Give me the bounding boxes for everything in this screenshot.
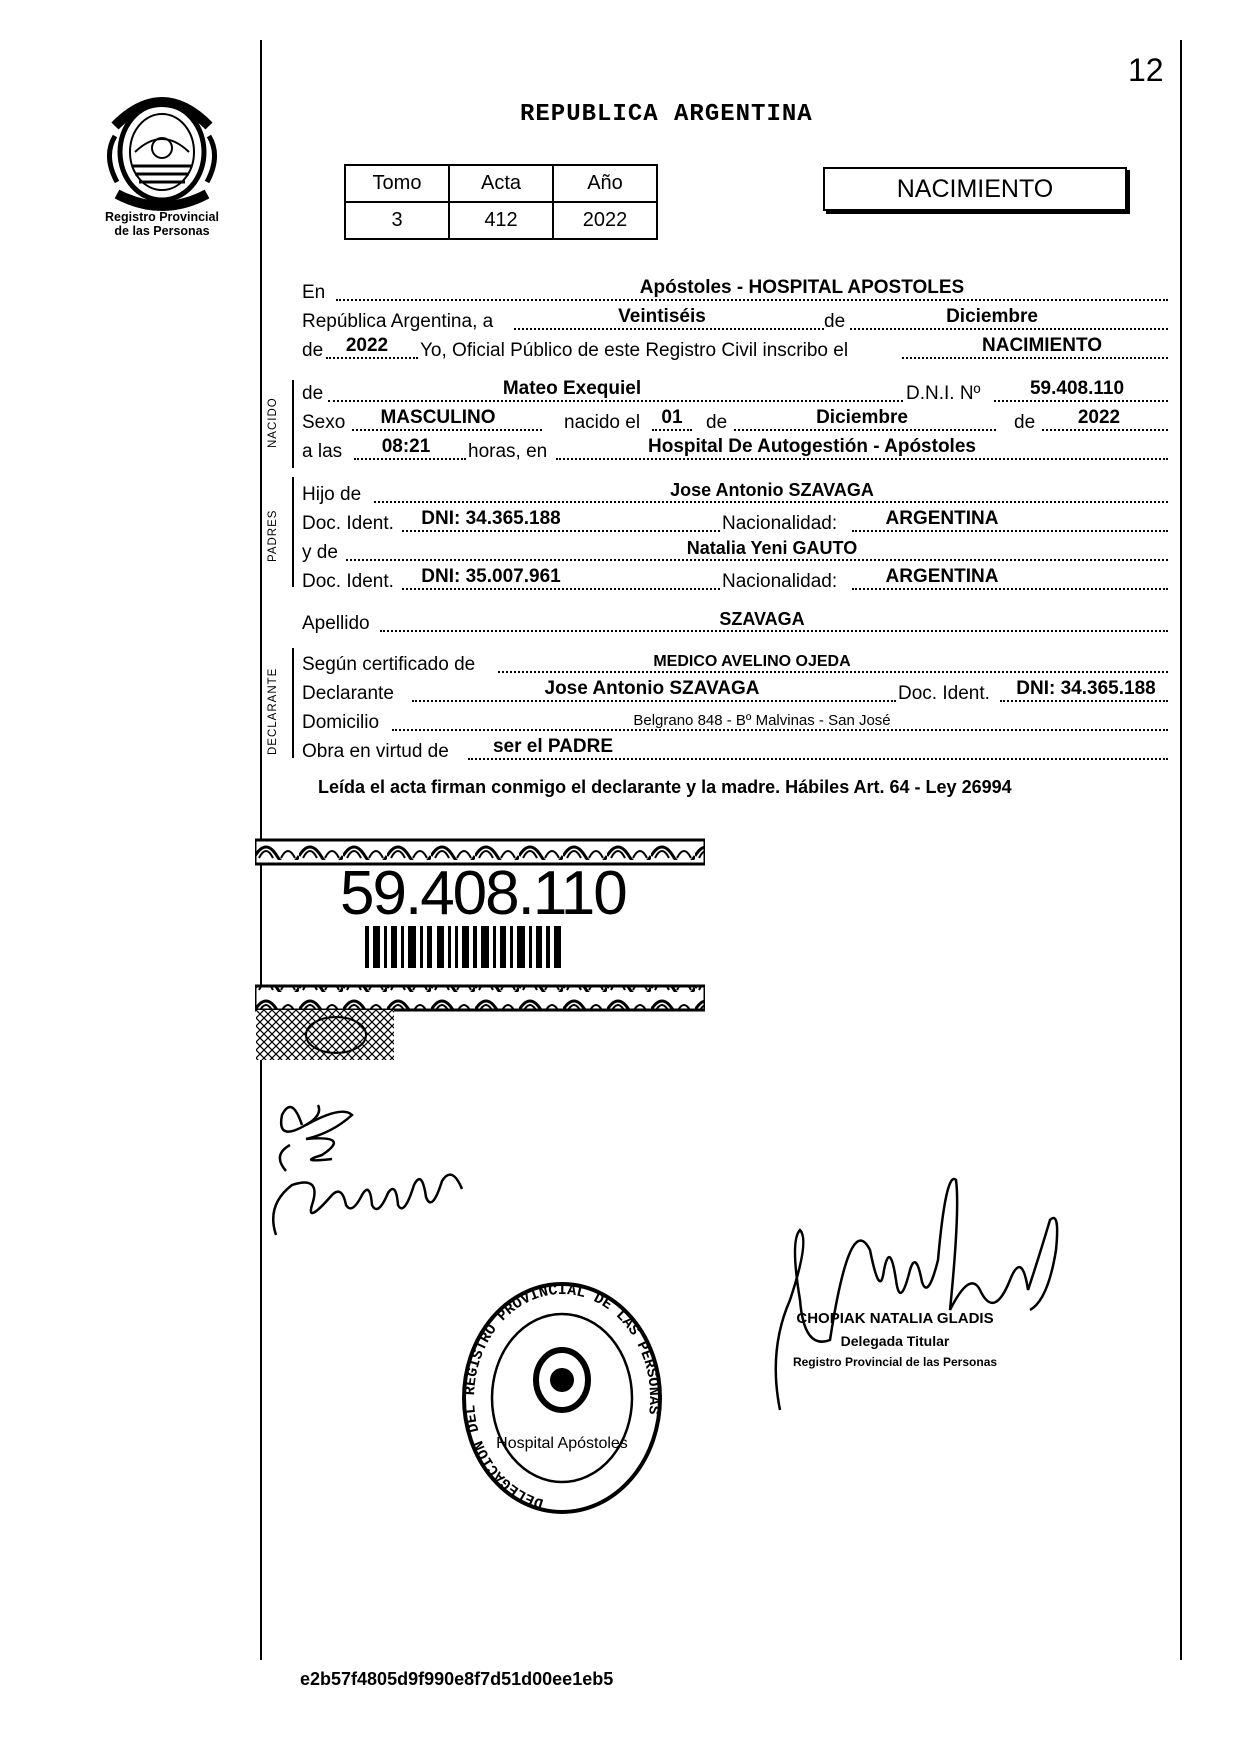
acta-value: 412 [449, 202, 553, 239]
signer-name: CHOPIAK NATALIA GLADIS [796, 1310, 994, 1327]
value-anio-nac: 2022 [1077, 407, 1121, 428]
label-de: de [824, 311, 846, 332]
value-lugar-nac: Hospital De Autogestión - Apóstoles [648, 436, 976, 457]
dotted-leader [852, 588, 1168, 590]
value-padre-doc: DNI: 34.365.188 [421, 508, 561, 529]
field-row-madre [302, 536, 1168, 566]
registry-org-name: Registro Provincial de las Personas [105, 210, 219, 238]
section-label-declarante: DECLARANTE [267, 667, 279, 755]
label-de2: de [302, 340, 324, 361]
value-mes: Diciembre [946, 306, 1038, 327]
label-declarante: Declarante [302, 683, 394, 704]
registry-table [344, 164, 658, 240]
value-apellido: SZAVAGA [719, 609, 805, 629]
dotted-leader [392, 729, 1168, 731]
label-doc-ident: Doc. Ident. [302, 513, 394, 534]
value-madre: Natalia Yeni GAUTO [686, 538, 858, 558]
label-doc-ident: Doc. Ident. [302, 571, 394, 592]
field-row-apellido [302, 607, 1168, 637]
document-hash: e2b57f4805d9f990e8f7d51d00ee1eb5 [300, 1669, 614, 1689]
dotted-leader [514, 328, 824, 330]
document-title: REPUBLICA ARGENTINA [520, 101, 813, 128]
col-header-tomo: Tomo [345, 165, 449, 202]
dotted-leader [734, 429, 996, 431]
label-y-de: y de [302, 542, 338, 563]
label-a-las: a las [302, 441, 343, 462]
label-horas-en: horas, en [468, 441, 548, 462]
dotted-leader [352, 429, 542, 431]
field-row-domicilio [302, 706, 1168, 736]
field-row-sexo [302, 406, 1168, 436]
label-apellido: Apellido [302, 613, 370, 634]
value-obra: ser el PADRE [492, 736, 614, 757]
label-de-nombre: de [302, 383, 324, 404]
declarante-section-bar [292, 648, 294, 758]
field-row-obra [302, 735, 1168, 765]
value-anio: 2022 [345, 335, 389, 356]
value-madre-doc: DNI: 35.007.961 [421, 566, 561, 587]
field-row-padre-doc [302, 507, 1168, 537]
section-label-nacido: NACIDO [267, 397, 279, 448]
field-row-fecha [302, 305, 1168, 335]
registrar-signature [760, 1150, 1080, 1430]
dotted-leader [652, 429, 692, 431]
label-hijo-de: Hijo de [302, 484, 362, 505]
signer-block [775, 1310, 1015, 1369]
nacido-section-bar [292, 380, 294, 468]
value-lugar: Apóstoles - HOSPITAL APOSTOLES [639, 277, 965, 298]
value-sexo: MASCULINO [380, 407, 496, 428]
dotted-leader [850, 328, 1168, 330]
record-type-box: NACIMIENTO [823, 167, 1127, 211]
dotted-leader [354, 458, 466, 460]
dni-banner-number: 59.408.110 [340, 859, 626, 928]
closing-note: Leída el acta firman conmigo el declarante y la madre. Hábiles Art. 64 - Ley 26994 [318, 777, 1012, 797]
security-hatch-pattern [256, 1010, 394, 1060]
dotted-leader [380, 630, 1168, 632]
field-row-hora [302, 435, 1168, 465]
label-yo: Yo, Oficial Público de este Registro Civil inscribo el [420, 340, 849, 361]
right-margin-line [1180, 40, 1182, 1660]
col-header-anio: Año [553, 165, 657, 202]
value-nombre: Mateo Exequiel [502, 378, 642, 399]
dotted-leader [326, 357, 418, 359]
anio-value: 2022 [553, 202, 657, 239]
value-acto: NACIMIENTO [982, 335, 1102, 356]
label-obra: Obra en virtud de [302, 741, 449, 762]
field-row-acto [302, 334, 1168, 364]
dotted-leader [556, 458, 1168, 460]
field-row-padre [302, 478, 1168, 508]
dotted-leader [374, 501, 1168, 503]
official-seal-stamp [460, 1280, 665, 1525]
value-certificado: MEDICO AVELINO OJEDA [653, 653, 851, 670]
value-padre-nac: ARGENTINA [885, 508, 999, 529]
dotted-leader [402, 530, 720, 532]
label-segun: Según certificado de [302, 654, 476, 675]
svg-text:Hospital Apóstoles: Hospital Apóstoles [496, 1435, 628, 1452]
value-hora: 08:21 [381, 436, 431, 457]
field-row-nombre [302, 377, 1168, 407]
label-republica: República Argentina, a [302, 311, 494, 332]
label-nacido-el: nacido el [564, 412, 641, 433]
field-row-lugar [302, 276, 1168, 306]
value-mes-nac: Diciembre [816, 407, 908, 428]
dotted-leader [468, 758, 1168, 760]
field-row-madre-doc [302, 565, 1168, 595]
dotted-leader [498, 671, 1168, 673]
dotted-leader [346, 559, 1168, 561]
col-header-acta: Acta [449, 165, 553, 202]
dotted-leader [328, 400, 903, 402]
label-nacionalidad: Nacionalidad: [722, 571, 838, 592]
value-dia-nac: 01 [661, 407, 683, 428]
dotted-leader [402, 588, 720, 590]
misiones-coat-of-arms-logo [95, 86, 230, 214]
padres-section-bar [292, 477, 294, 587]
label-nacionalidad: Nacionalidad: [722, 513, 838, 534]
value-declarante: Jose Antonio SZAVAGA [544, 678, 760, 699]
declarant-signature [262, 1085, 482, 1245]
dotted-leader [852, 530, 1168, 532]
dotted-leader [336, 299, 1168, 301]
label-doc-ident-declarante: Doc. Ident. [898, 683, 990, 704]
dotted-leader [1042, 429, 1168, 431]
value-domicilio: Belgrano 848 - Bº Malvinas - San José [633, 712, 891, 729]
signer-office: Registro Provincial de las Personas [792, 1355, 998, 1369]
dotted-leader [902, 357, 1168, 359]
value-dni: 59.408.110 [1029, 378, 1125, 399]
label-de-mes: de [706, 412, 728, 433]
field-row-certificado [302, 648, 1168, 678]
value-madre-nac: ARGENTINA [885, 566, 999, 587]
signer-role: Delegada Titular [840, 1333, 950, 1349]
value-dia-letras: Veintiséis [618, 306, 706, 327]
svg-text:DELEGACION DEL REGISTRO PROVIN: DELEGACION DEL REGISTRO PROVINCIAL DE LAS PERSONAS [461, 1281, 663, 1512]
field-row-declarante [302, 677, 1168, 707]
page-number: 12 [1128, 52, 1164, 88]
dotted-leader [1000, 700, 1168, 702]
label-de-anio: de [1014, 412, 1036, 433]
label-dni: D.N.I. Nº [906, 383, 981, 404]
section-label-padres: PADRES [267, 509, 279, 562]
dotted-leader [412, 700, 896, 702]
value-padre: Jose Antonio SZAVAGA [670, 480, 874, 500]
tomo-value: 3 [345, 202, 449, 239]
dotted-leader [994, 400, 1168, 402]
label-domicilio: Domicilio [302, 712, 380, 733]
label-sexo: Sexo [302, 412, 346, 433]
value-declarante-doc: DNI: 34.365.188 [1016, 678, 1156, 699]
label-en: En [302, 282, 326, 303]
